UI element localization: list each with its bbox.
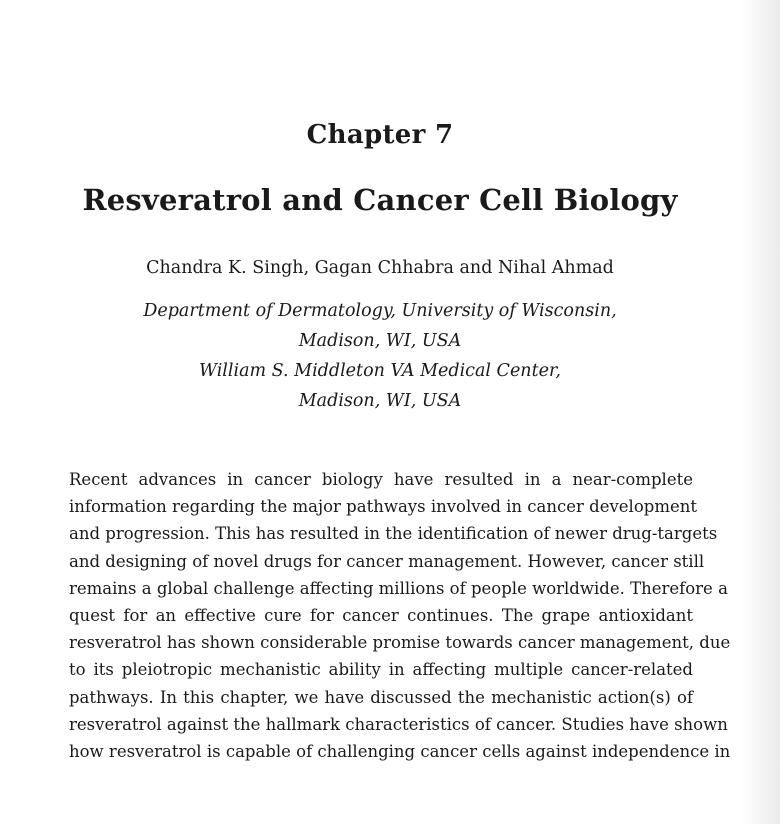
abstract-line: to its pleiotropic mechanistic ability in affecting multiple cancer-related — [69, 660, 693, 680]
abstract-line: remains a global challenge affecting millions of people worldwide. Therefore a — [69, 578, 728, 598]
chapter-number: Chapter 7 — [306, 120, 454, 150]
chapter-title: Resveratrol and Cancer Cell Biology — [82, 183, 678, 217]
abstract-line: and progression. This has resulted in the identification of newer drug-targets — [69, 524, 718, 544]
abstract-line: how resveratrol is capable of challenging cancer cells against independence in — [69, 741, 731, 761]
affiliation-line: William S. Middleton VA Medical Center, — [199, 361, 561, 381]
affiliations — [0, 296, 760, 416]
abstract-line: information regarding the major pathways involved in cancer development — [69, 497, 697, 517]
abstract-line: Recent advances in cancer biology have resulted in a near-complete — [69, 470, 693, 489]
affiliation-line: Department of Dermatology, University of Wisconsin, — [143, 301, 617, 321]
abstract-line: quest for an effective cure for cancer continues. The grape antioxidant — [69, 605, 693, 625]
affiliation-line: Madison, WI, USA — [298, 391, 462, 411]
abstract-line: and designing of novel drugs for cancer management. However, cancer still — [69, 551, 705, 571]
abstract-paragraph — [69, 466, 731, 765]
affiliation-line: Madison, WI, USA — [298, 331, 462, 351]
author-list: Chandra K. Singh, Gagan Chhabra and Nihal Ahmad — [146, 258, 614, 278]
abstract-line: resveratrol has shown considerable promise towards cancer management, due — [69, 633, 731, 653]
abstract-line: pathways. In this chapter, we have discussed the mechanistic action(s) of — [69, 687, 693, 707]
abstract-line: resveratrol against the hallmark characteristics of cancer. Studies have shown — [69, 714, 728, 734]
